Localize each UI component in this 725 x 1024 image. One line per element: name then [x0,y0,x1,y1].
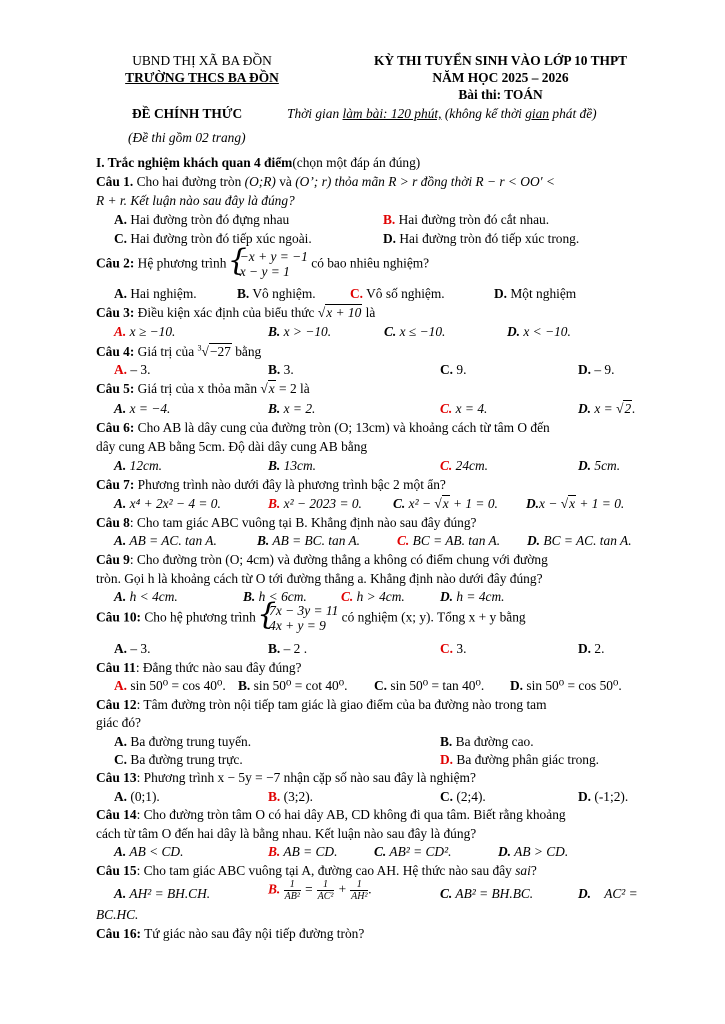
q10-option-b[interactable]: B. – 2 . [268,641,308,656]
q9-option-a[interactable]: A. h < 4cm. [114,589,178,604]
q11-option-a[interactable]: A. sin 50⁰ = cos 40⁰. [114,678,226,693]
q3-option-c[interactable]: C. x ≤ −10. [384,324,446,339]
q6-option-c[interactable]: C. 24cm. [440,458,488,473]
q11-option-b[interactable]: B. sin 50⁰ = cot 40⁰. [238,678,348,693]
q4-option-c[interactable]: C. 9. [440,362,467,377]
question-14-line2: cách từ tâm O đến hai dây là bằng nhau. Kết luận nào sau đây là đúng? [96,826,477,841]
q9-option-b[interactable]: B. h < 6cm. [243,589,307,604]
page-count-note: (Đề thi gồm 02 trang) [128,130,246,145]
question-11: Câu 11: Đẳng thức nào sau đây đúng? [96,660,302,675]
q5-option-d[interactable]: D. x = √2. [578,401,636,416]
header-exam-title: KỲ THI TUYỂN SINH VÀO LỚP 10 THPT [373,53,628,68]
question-4: Câu 4: Giá trị của $^3$√−27 bằng [96,343,262,359]
q6-option-a[interactable]: A. 12cm. [114,458,162,473]
q4-option-d[interactable]: D. – 9. [578,362,615,377]
q12-option-b[interactable]: B. Ba đường cao. [440,734,534,749]
q5-option-b[interactable]: B. x = 2. [268,401,316,416]
q15-option-a[interactable]: A. AH² = BH.CH. [114,886,211,901]
q2-option-a[interactable]: A. Hai nghiệm. [114,286,197,301]
q1-option-a[interactable]: A. Hai đường tròn đó đựng nhau [114,212,290,227]
question-2: Câu 2: Hệ phương trình { −x + y = −1 x − y = 1 có bao nhiêu nghiệm? [96,243,430,280]
q7-option-d[interactable]: D.x − √x + 1 = 0. [526,496,625,511]
q10-option-c[interactable]: C. 3. [440,641,467,656]
section-title: I. Trắc nghiệm khách quan 4 điểm(chọn một đáp án đúng) [96,155,421,170]
q6-option-d[interactable]: D. 5cm. [578,458,621,473]
header-school: TRƯỜNG THCS BA ĐỒN [125,70,279,85]
question-1: Câu 1. Cho hai đường tròn (O;R) và (O’; r) thỏa mãn R > r đồng thời R − r < OO′ < [96,174,555,189]
question-6: Câu 6: Cho AB là dây cung của đường tròn (O; 13cm) và khoảng cách từ tâm O đến [96,420,550,435]
q2-option-d[interactable]: D. Một nghiệm [494,286,577,301]
q15-option-d-line2: BC.HC. [96,907,139,922]
q9-option-c[interactable]: C. h > 4cm. [341,589,405,604]
q2-option-b[interactable]: B. Vô nghiệm. [237,286,316,301]
q6-option-b[interactable]: B. 13cm. [268,458,316,473]
header-subject: Bài thi: TOÁN [458,87,543,102]
q5-option-a[interactable]: A. x = −4. [114,401,171,416]
question-9-line2: tròn. Gọi h là khoảng cách từ O tới đường thẳng a. Khẳng định nào dưới đây đúng? [96,571,543,586]
q1-option-c[interactable]: C. Hai đường tròn đó tiếp xúc ngoài. [114,231,312,246]
q12-option-a[interactable]: A. Ba đường trung tuyến. [114,734,252,749]
q8-option-b[interactable]: B. AB = BC. tan A. [257,533,361,548]
q12-option-c[interactable]: C. Ba đường trung trực. [114,752,243,767]
question-8: Câu 8: Cho tam giác ABC vuông tại B. Khẳng định nào sau đây đúng? [96,515,477,530]
question-6-line2: dây cung AB bằng 5cm. Độ dài dây cung AB bằng [96,439,368,454]
question-10: Câu 10: Cho hệ phương trình { 7x − 3y = 11 4x + y = 9 có nghiệm (x; y). Tổng x + y bằng [96,597,526,634]
question-13: Câu 13: Phương trình x − 5y = −7 nhận cặp số nào sau đây là nghiệm? [96,770,476,785]
official-label: ĐỀ CHÍNH THỨC [132,106,243,121]
question-14: Câu 14: Cho đường tròn tâm O có hai dây AB, CD không đi qua tâm. Biết rằng khoảng [96,807,566,822]
q14-option-a[interactable]: A. AB < CD. [114,844,184,859]
q8-option-c[interactable]: C. BC = AB. tan A. [397,533,501,548]
brace-icon: { [257,597,277,632]
question-5: Câu 5: Giá trị của x thỏa mãn √x = 2 là [96,381,310,396]
q3-option-d[interactable]: D. x < −10. [507,324,571,339]
q15-option-d[interactable]: D. AC² = [578,886,638,901]
q13-option-a[interactable]: A. (0;1). [114,789,160,804]
q3-option-a[interactable]: A. x ≥ −10. [114,324,176,339]
q1-option-d[interactable]: D. Hai đường tròn đó tiếp xúc trong. [383,231,580,246]
q8-option-d[interactable]: D. BC = AC. tan A. [527,533,632,548]
q15-option-b[interactable]: B. $\frac{1}{\text{AB²}}$ = $\frac{1}{\text{AC²}}$ + $\frac{1}{\text{AH²}}$ . [268,879,372,902]
q14-option-d[interactable]: D. AB > CD. [498,844,569,859]
q4-option-b[interactable]: B. 3. [268,362,294,377]
brace-icon: { [227,243,247,278]
question-3: Câu 3: Điều kiện xác định của biểu thức √x + 10 là [96,305,376,320]
q7-option-b[interactable]: B. x² − 2023 = 0. [268,496,362,511]
q13-option-b[interactable]: B. (3;2). [268,789,314,804]
header-authority: UBND THỊ XÃ BA ĐỒN [132,53,272,68]
q1-option-b[interactable]: B. Hai đường tròn đó cắt nhau. [383,212,550,227]
q7-option-c[interactable]: C. x² − √x + 1 = 0. [393,496,498,511]
question-1-line2: R + r. Kết luận nào sau đây là đúng? [96,193,295,208]
q13-option-d[interactable]: D. (-1;2). [578,789,629,804]
q15-option-c[interactable]: C. AB² = BH.BC. [440,886,534,901]
q14-option-b[interactable]: B. AB = CD. [268,844,338,859]
question-9: Câu 9: Cho đường tròn (O; 4cm) và đường thẳng a không có điểm chung với đường [96,552,548,567]
question-16: Câu 16: Tứ giác nào sau đây nội tiếp đường tròn? [96,926,365,941]
q12-option-d[interactable]: D. Ba đường phân giác trong. [440,752,600,767]
q7-option-a[interactable]: A. x⁴ + 2x² − 4 = 0. [114,496,221,511]
question-12-line2: giác đó? [96,715,141,730]
q11-option-c[interactable]: C. sin 50⁰ = tan 40⁰. [374,678,485,693]
q10-option-d[interactable]: D. 2. [578,641,605,656]
q8-option-a[interactable]: A. AB = AC. tan A. [114,533,217,548]
question-12: Câu 12: Tâm đường tròn nội tiếp tam giác là giao điểm của ba đường nào trong tam [96,697,547,712]
q2-system: { −x + y = −1 x − y = 1 [227,243,308,280]
q9-option-d[interactable]: D. h = 4cm. [440,589,505,604]
q3-option-b[interactable]: B. x > −10. [268,324,332,339]
header-school-year: NĂM HỌC 2025 – 2026 [432,70,569,85]
q10-system: { 7x − 3y = 11 4x + y = 9 [257,597,339,634]
question-7: Câu 7: Phương trình nào dưới đây là phương trình bậc 2 một ẩn? [96,477,446,492]
q10-option-a[interactable]: A. – 3. [114,641,151,656]
q2-option-c[interactable]: C. Vô số nghiệm. [350,286,445,301]
q11-option-d[interactable]: D. sin 50⁰ = cos 50⁰. [510,678,622,693]
time-note: Thời gian làm bài: 120 phút, (không kể thời gian phát đề) [287,106,597,121]
question-15: Câu 15: Cho tam giác ABC vuông tại A, đường cao AH. Hệ thức nào sau đây sai? [96,863,537,878]
q14-option-c[interactable]: C. AB² = CD². [374,844,452,859]
q13-option-c[interactable]: C. (2;4). [440,789,486,804]
q5-option-c[interactable]: C. x = 4. [440,401,488,416]
q4-option-a[interactable]: A. – 3. [114,362,151,377]
